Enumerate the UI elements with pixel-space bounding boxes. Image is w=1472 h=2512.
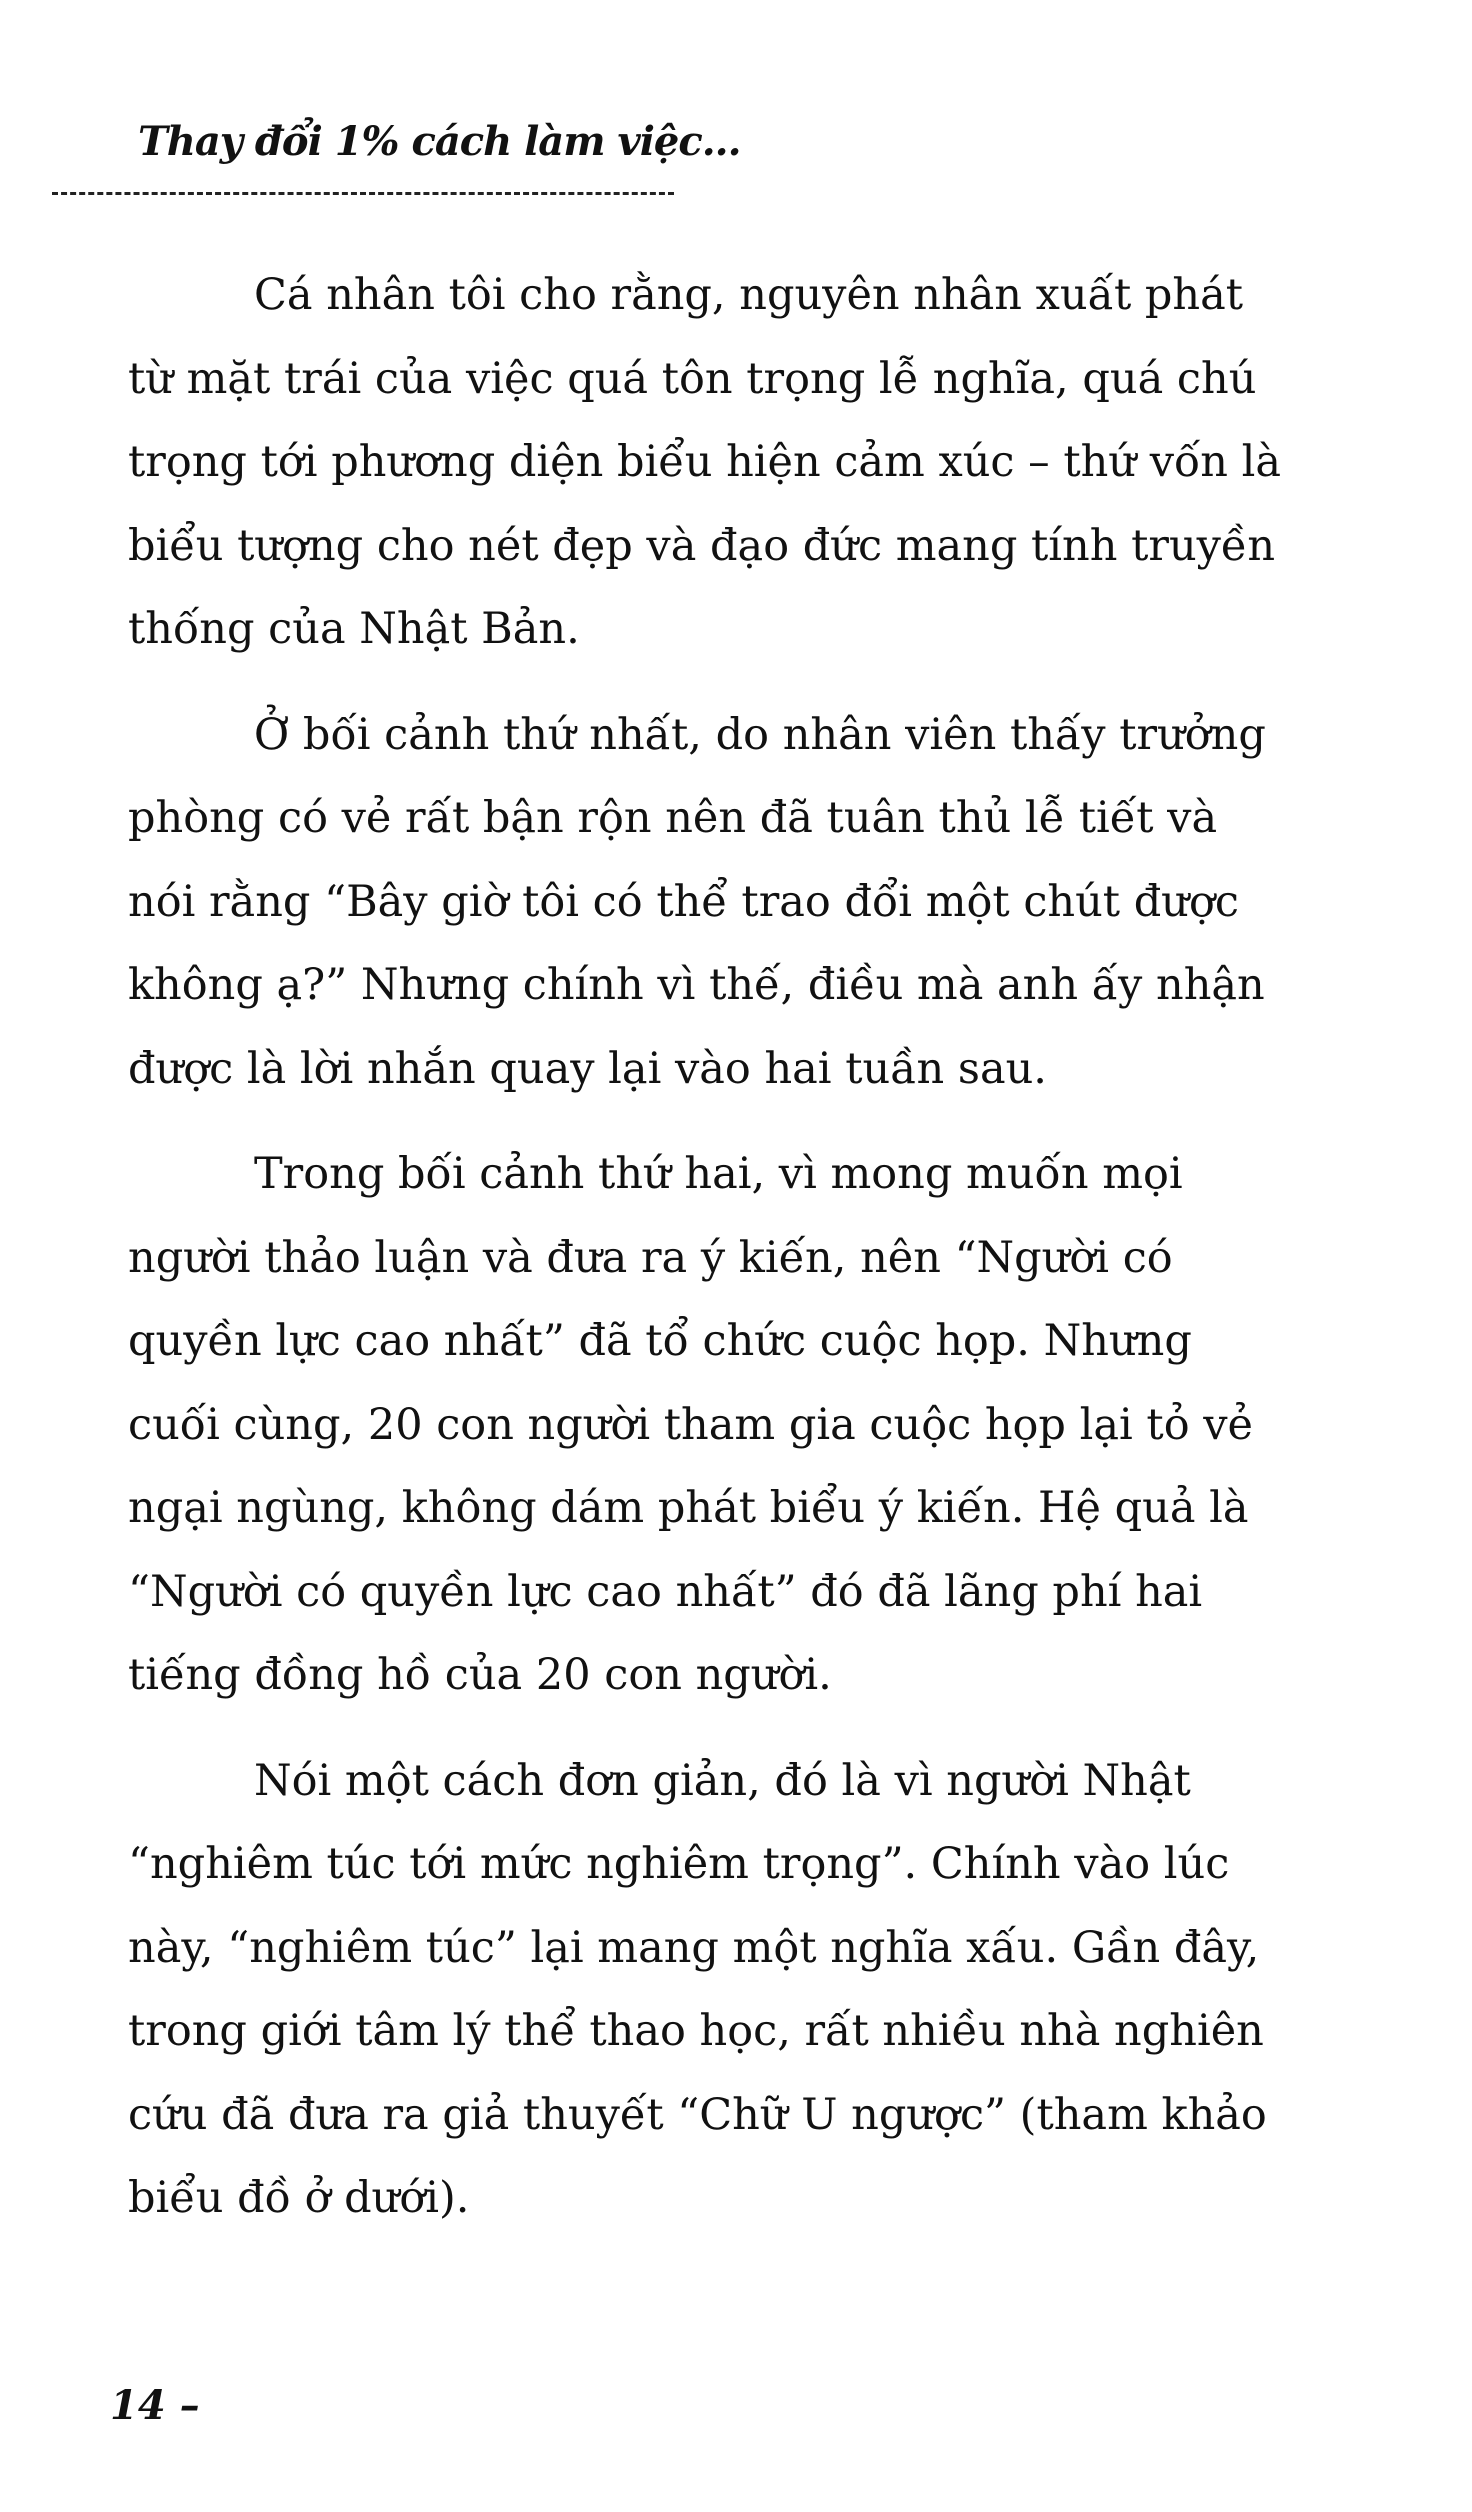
running-header-title: Thay đổi 1% cách làm việc... <box>138 118 741 165</box>
header-dashed-rule <box>52 192 674 195</box>
paragraph-3: Trong bối cảnh thứ hai, vì mong muốn mọi người thảo luận và đưa ra ý kiến, nên “Người có quyền lực cao nhất” đã tổ chức cuộc họp. Nhưng cuối cùng, 20 con người tham gia cuộc họp lại tỏ vẻ ngại ngùng, không dám phát biểu ý kiến. Hệ quả là “Người có quyền lực cao nhất” đó đã lãng phí hai tiếng đồng hồ của 20 con người. <box>128 1149 1253 1700</box>
paragraph-4: Nói một cách đơn giản, đó là vì người Nhật “nghiêm túc tới mức nghiêm trọng”. Chính vào lúc này, “nghiêm túc” lại mang một nghĩa xấu. Gần đây, trong giới tâm lý thể thao học, rất nhiều nhà nghiên cứu đã đưa ra giả thuyết “Chữ U ngược” (tham khảo biểu đồ ở dưới). <box>128 1755 1267 2223</box>
page-number: 14 – <box>110 2382 200 2429</box>
body-text <box>128 254 1328 2263</box>
paragraph-2: Ở bối cảnh thứ nhất, do nhân viên thấy trưởng phòng có vẻ rất bận rộn nên đã tuân thủ lễ tiết và nói rằng “Bây giờ tôi có thể trao đổi một chút được không ạ?” Nhưng chính vì thế, điều mà anh ấy nhận được là lời nhắn quay lại vào hai tuần sau. <box>128 709 1266 1094</box>
paragraph-1: Cá nhân tôi cho rằng, nguyên nhân xuất phát từ mặt trái của việc quá tôn trọng lễ nghĩa, quá chú trọng tới phương diện biểu hiện cảm xúc – thứ vốn là biểu tượng cho nét đẹp và đạo đức mang tính truyền thống của Nhật Bản. <box>128 270 1282 654</box>
